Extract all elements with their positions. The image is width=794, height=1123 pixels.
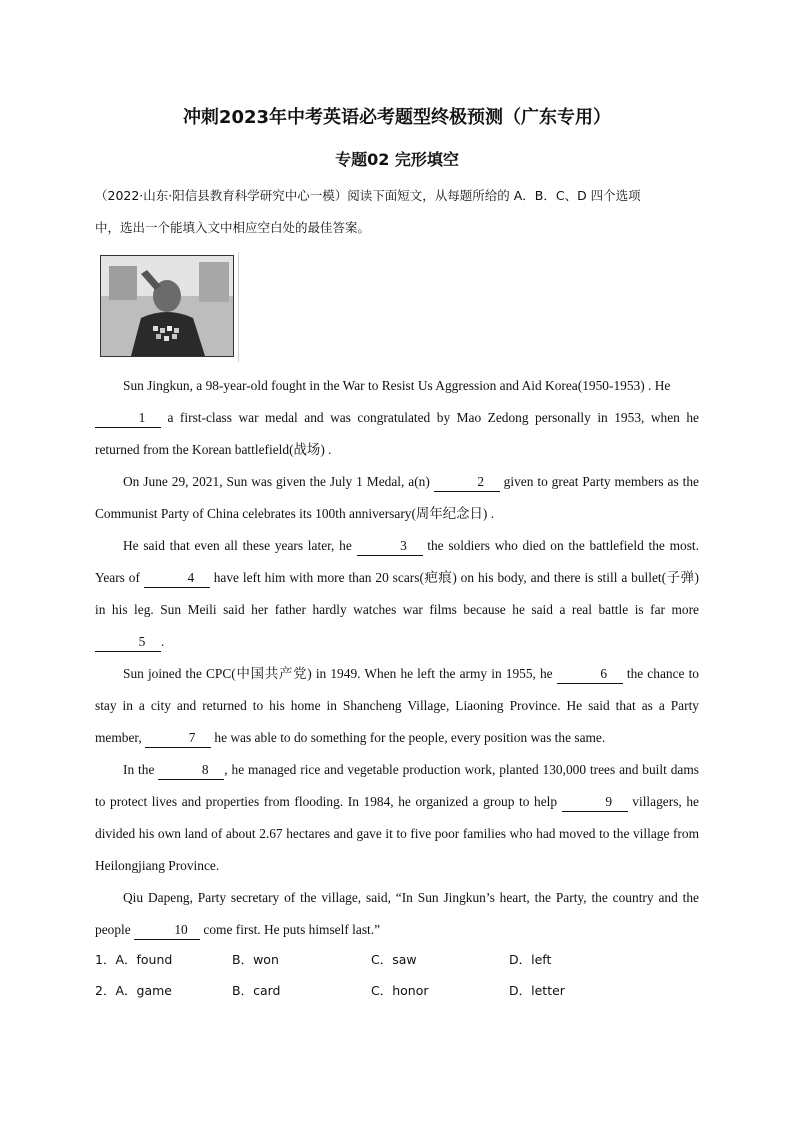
passage-text: villagers, he divided his own land of about 2.67 hectares and gave it to five poor families who had moved to the village from Heilongjiang Province. (95, 794, 699, 873)
blank-10: 10 (134, 921, 200, 940)
option-text: A．game (115, 983, 172, 998)
passage-text: On June 29, 2021, Sun was given the July 1 Medal, a(n) (123, 474, 434, 489)
blank-5: 5 (95, 633, 161, 652)
blank-3: 3 (357, 537, 423, 556)
passage-text: He said that even all these years later, he (123, 538, 357, 553)
question-option-b[interactable]: B．won (232, 952, 279, 967)
passage-text: In the (123, 762, 159, 777)
passage-paragraph-2 (95, 466, 699, 530)
passage-paragraph-1 (95, 370, 699, 466)
blank-4: 4 (144, 569, 210, 588)
question-option-a[interactable] (95, 944, 172, 975)
section-subtitle: 专题02 完形填空 (335, 150, 459, 169)
passage-text: Sun Jingkun, a 98-year-old fought in the War to Resist Us Aggression and Aid Korea(1950-1953) . He (123, 378, 671, 393)
passage-text: a first-class war medal and was congratulated by Mao Zedong personally in 1953, when he returned from the Korean battlefield(战场) . (95, 410, 699, 457)
passage-text: Qiu Dapeng, Party secretary of the village, said, “In Sun Jingkun’s heart, the Party, the country and the people (95, 890, 699, 937)
instructions (95, 180, 699, 244)
passage-text: have left him with more than 20 scars(疤痕) on his body, and there is still a bullet(子弹) in his leg. Sun Meili said her father hardly watches war films because he said a real battle is far more (95, 570, 699, 617)
instructions-line-1: （2022·山东·阳信县教育科学研究中心一模）阅读下面短文，从每题所给的 A．B．C、D 四个选项 (95, 188, 641, 203)
passage-paragraph-6 (95, 882, 699, 946)
blank-8: 8 (158, 761, 224, 780)
option-text: A．found (115, 952, 173, 967)
passage-paragraph-3 (95, 530, 699, 658)
blank-1: 1 (95, 409, 161, 428)
question-option-c[interactable]: C．honor (371, 983, 429, 998)
photo-divider (238, 252, 239, 362)
passage-text: given to great Party members as the Communist Party of China celebrates its 100th anniversary(周年纪念日) . (95, 474, 699, 521)
instructions-line-2: 中，选出一个能填入文中相应空白处的最佳答案。 (95, 220, 371, 235)
question-row (95, 975, 699, 1006)
veteran-saluting-photo (100, 255, 234, 357)
question-row (95, 944, 699, 975)
passage-text: Sun joined the CPC(中国共产党) in 1949. When he left the army in 1955, he (123, 666, 557, 681)
passage-text: . (161, 634, 165, 649)
passage-text: , he managed rice and vegetable production work, planted 130,000 trees and built dams to protect lives and properties from flooding. In 1984, he organized a group to help (95, 762, 699, 809)
question-option-a[interactable] (95, 975, 172, 1006)
question-options (95, 944, 699, 1006)
question-number: 2． (95, 983, 116, 998)
question-option-d[interactable]: D．letter (509, 983, 565, 998)
cloze-passage (95, 370, 699, 946)
passage-text: come first. He puts himself last.” (200, 922, 381, 937)
passage-text: he was able to do something for the people, every position was the same. (211, 730, 606, 745)
passage-paragraph-5 (95, 754, 699, 882)
passage-text: the soldiers who died on the battlefield the most. Years of (95, 538, 700, 585)
question-number: 1． (95, 952, 116, 967)
photo-illustration (101, 256, 233, 356)
question-option-d[interactable]: D．left (509, 952, 552, 967)
question-option-b[interactable]: B．card (232, 983, 281, 998)
blank-2: 2 (434, 473, 500, 492)
question-option-c[interactable]: C．saw (371, 952, 417, 967)
document-title: 冲刺2023年中考英语必考题型终极预测（广东专用） (182, 107, 612, 128)
blank-6: 6 (557, 665, 623, 684)
passage-paragraph-4 (95, 658, 699, 754)
blank-7: 7 (145, 729, 211, 748)
blank-9: 9 (562, 793, 628, 812)
passage-text: the chance to stay in a city and returned to his home in Shancheng Village, Liaoning Province. He said that as a Party member, (95, 666, 699, 745)
